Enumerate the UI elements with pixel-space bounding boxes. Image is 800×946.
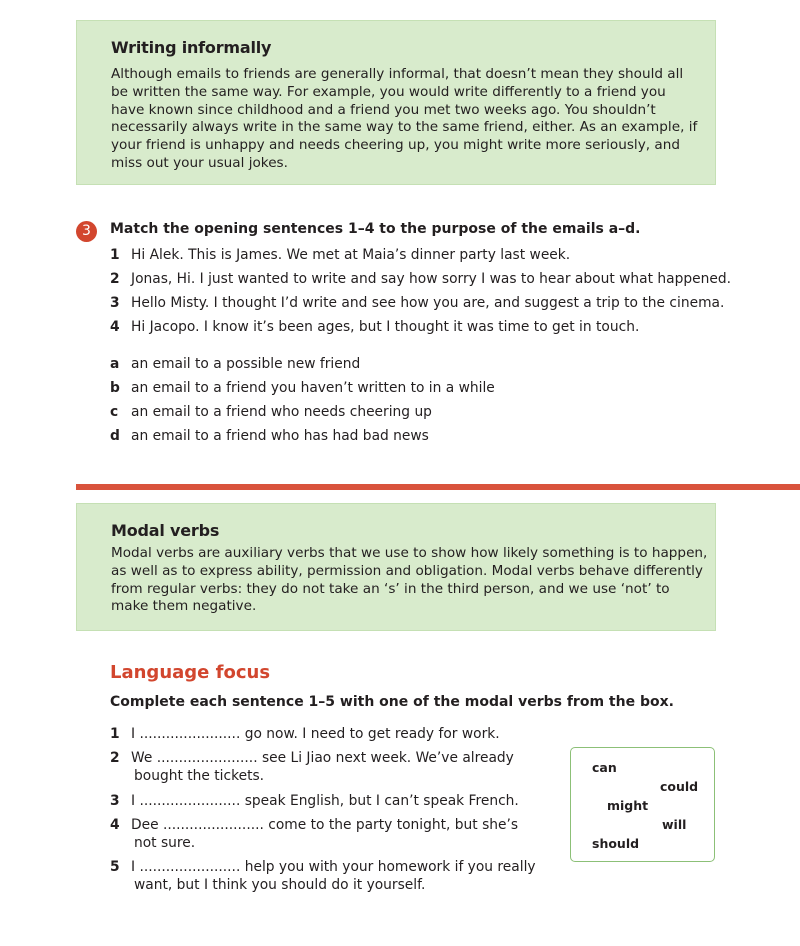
writing-informally-text bbox=[111, 66, 711, 173]
gap-fill-question bbox=[110, 725, 500, 743]
item-number: 3 bbox=[110, 295, 120, 311]
modal-verbs-text bbox=[111, 545, 711, 616]
item-text: an email to a friend who has had bad news bbox=[131, 428, 429, 444]
text-line: from regular verbs: they do not take an ‘s’ in the third person, and we use ‘not’ to bbox=[111, 580, 670, 597]
purpose-item bbox=[110, 355, 360, 373]
writing-informally-box bbox=[76, 20, 716, 185]
item-text: Hello Misty. I thought I’d write and see how you are, and suggest a trip to the cinema. bbox=[131, 295, 725, 311]
gap-fill-question bbox=[110, 858, 536, 894]
question-text: I ....................... go now. I need to get ready for work. bbox=[131, 726, 500, 742]
question-text: I ....................... speak English, but I can’t speak French. bbox=[131, 793, 519, 809]
sentence-item bbox=[110, 318, 639, 336]
item-letter: d bbox=[110, 428, 120, 444]
word-might: might bbox=[607, 798, 649, 813]
text-line: Modal verbs are auxiliary verbs that we use to show how likely something is to happen, bbox=[111, 545, 708, 561]
writing-informally-title: Writing informally bbox=[111, 38, 272, 57]
text-line: your friend is unhappy and needs cheering up, you might write more seriously, and bbox=[111, 137, 680, 154]
question-number: 5 bbox=[110, 859, 120, 875]
modal-verbs-box bbox=[76, 503, 716, 631]
word-could: could bbox=[660, 779, 699, 794]
word-should: should bbox=[592, 836, 640, 851]
item-number: 1 bbox=[110, 247, 120, 263]
item-text: Hi Alek. This is James. We met at Maia’s dinner party last week. bbox=[131, 247, 571, 263]
item-number: 4 bbox=[110, 319, 120, 335]
question-text: Dee ....................... come to the party tonight, but she’s bbox=[131, 817, 519, 833]
gap-fill-question bbox=[110, 816, 518, 852]
word-can: can bbox=[592, 760, 617, 775]
text-line: as well as to express ability, permission and obligation. Modal verbs behave differently bbox=[111, 562, 703, 579]
question-number: 4 bbox=[110, 817, 120, 833]
sentence-item bbox=[110, 294, 724, 312]
word-will: will bbox=[662, 817, 687, 832]
item-text: an email to a possible new friend bbox=[131, 356, 361, 372]
text-line: have known since childhood and a friend you met two weeks ago. You shouldn’t bbox=[111, 101, 656, 118]
question-text-continued: bought the tickets. bbox=[134, 768, 265, 784]
sentence-item bbox=[110, 246, 570, 264]
purpose-item bbox=[110, 379, 495, 397]
item-text: Jonas, Hi. I just wanted to write and say how sorry I was to hear about what happened. bbox=[131, 271, 731, 287]
gap-fill-question bbox=[110, 749, 514, 785]
question-number: 2 bbox=[110, 750, 120, 766]
question-text-continued: not sure. bbox=[134, 835, 196, 851]
item-number: 2 bbox=[110, 271, 120, 287]
text-line: make them negative. bbox=[111, 598, 257, 615]
question-number: 3 bbox=[110, 793, 120, 809]
item-letter: a bbox=[110, 356, 120, 372]
question-text: I ....................... help you with your homework if you really bbox=[131, 859, 536, 875]
modal-verb-word-box bbox=[570, 747, 715, 862]
section-divider bbox=[76, 484, 800, 490]
language-focus-instruction: Complete each sentence 1–5 with one of the modal verbs from the box. bbox=[110, 694, 674, 710]
text-line: be written the same way. For example, you would write differently to a friend you bbox=[111, 83, 666, 100]
item-text: an email to a friend you haven’t written to in a while bbox=[131, 380, 495, 396]
sentence-item bbox=[110, 270, 731, 288]
text-line: Although emails to friends are generally informal, that doesn’t mean they should all bbox=[111, 66, 684, 82]
text-line: miss out your usual jokes. bbox=[111, 154, 288, 171]
text-line: necessarily always write in the same way to the same friend, either. As an example, if bbox=[111, 119, 698, 136]
exercise-instruction: Match the opening sentences 1–4 to the purpose of the emails a–d. bbox=[110, 221, 641, 237]
gap-fill-question bbox=[110, 792, 519, 810]
language-focus-heading: Language focus bbox=[110, 662, 271, 683]
question-text: We ....................... see Li Jiao next week. We’ve already bbox=[131, 750, 514, 766]
question-text-continued: want, but I think you should do it yourself. bbox=[134, 877, 426, 893]
purpose-item bbox=[110, 403, 432, 421]
item-text: an email to a friend who needs cheering up bbox=[131, 404, 432, 420]
item-text: Hi Jacopo. I know it’s been ages, but I thought it was time to get in touch. bbox=[131, 319, 640, 335]
purpose-item bbox=[110, 427, 429, 445]
exercise-number-badge: 3 bbox=[76, 221, 97, 242]
cropped-footer-fragment bbox=[0, 938, 140, 946]
item-letter: b bbox=[110, 380, 120, 396]
item-letter: c bbox=[110, 404, 119, 420]
question-number: 1 bbox=[110, 726, 120, 742]
modal-verbs-title: Modal verbs bbox=[111, 521, 220, 540]
